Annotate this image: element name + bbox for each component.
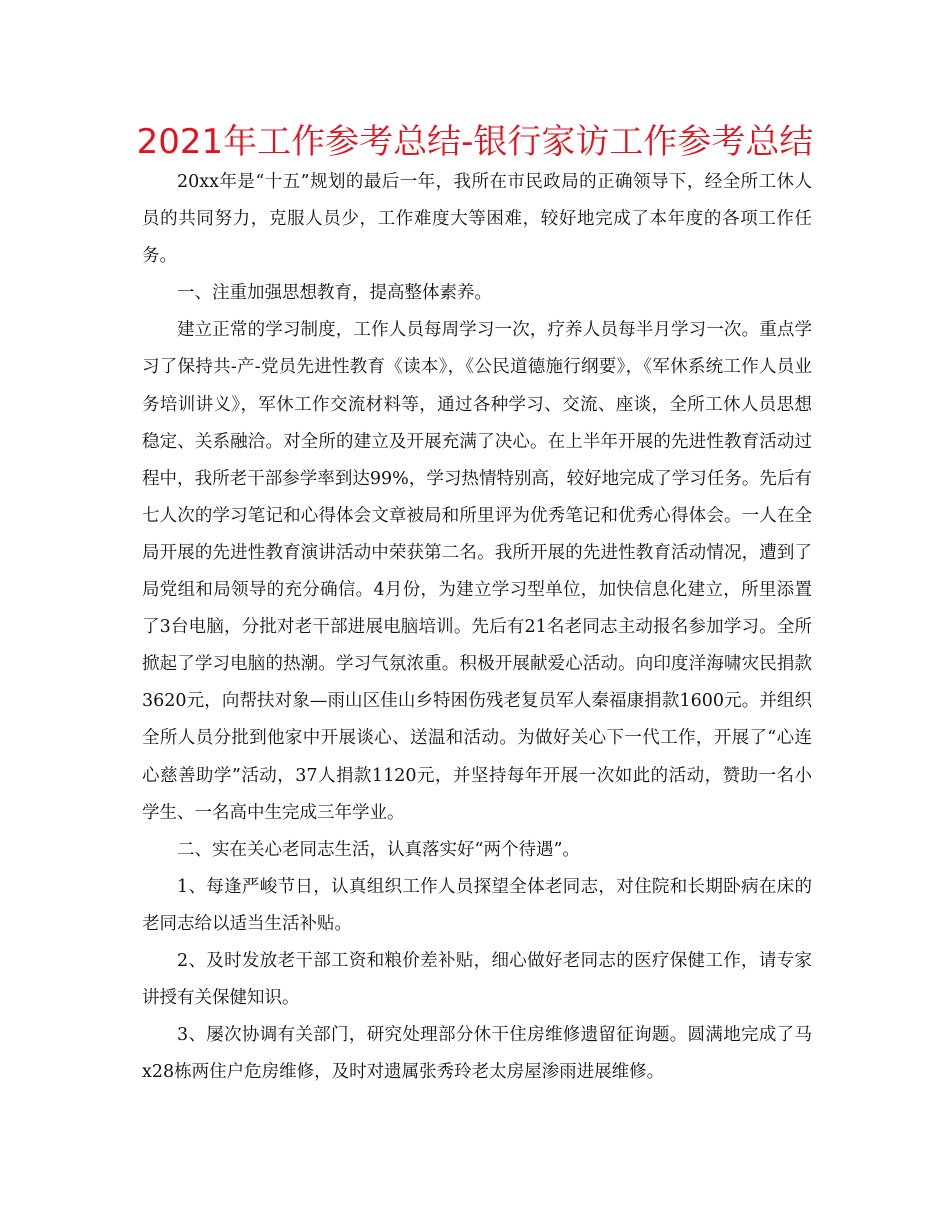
paragraph-intro: 20xx年是“十五”规划的最后一年，我所在市民政局的正确领导下，经全所工休人员的共同努力，克服人员少，工作难度大等困难，较好地完成了本年度的各项工作任务。 <box>142 172 812 267</box>
section-heading-1: 一、注重加强思想教育，提高整体素养。 <box>177 283 492 304</box>
list-item-2: 2、及时发放老干部工资和粮价差补贴，细心做好老同志的医疗保健工作，请专家讲授有关保健知识。 <box>142 950 812 1009</box>
section-heading-2: 二、实在关心老同志生活，认真落实好“两个待遇”。 <box>177 839 580 860</box>
paragraph-section-1: 建立正常的学习制度，工作人员每周学习一次，疗养人员每半月学习一次。重点学习了保持共-产-党员先进性教育《读本》，《公民道德施行纲要》，《军休系统工作人员业务培训讲义》，军休工作交流材料等，通过各种学习、交流、座谈，全所工休人员思想稳定、关系融洽。对全所的建立及开展充满了决心。在上半年开展的先进性教育活动过程中，我所老干部参学率到达99%，学习热情特别高，较好地完成了学习任务。先后有七人次的学习笔记和心得体会文章被局和所里评为优秀笔记和优秀心得体会。一人在全局开展的先进性教育演讲活动中荣获第二名。我所开展的先进性教育活动情况，遭到了局党组和局领导的充分确信。4月份，为建立学习型单位，加快信息化建立，所里添置了3台电脑，分批对老干部进展电脑培训。先后有21名老同志主动报名参加学习。全所掀起了学习电脑的热潮。学习气氛浓重。积极开展献爱心活动。向印度洋海啸灾民捐款3620元，向帮扶对象—雨山区佳山乡特困伤残老复员军人秦福康捐款1600元。并组织全所人员分批到他家中开展谈心、送温和活动。为做好关心下一代工作，开展了“心连心慈善助学”活动，37人捐款1120元，并坚持每年开展一次如此的活动，赞助一名小学生、一名高中生完成三年学业。 <box>142 320 812 823</box>
list-item-1: 1、每逢严峻节日，认真组织工作人员探望全体老同志，对住院和长期卧病在床的老同志给以适当生活补贴。 <box>142 876 812 934</box>
list-item-3: 3、屡次协调有关部门，研究处理部分休干住房维修遗留征询题。圆满地完成了马x28栋两住户危房维修，及时对遗属张秀玲老太房屋渗雨进展维修。 <box>142 1025 812 1083</box>
document-title: 2021年工作参考总结-银行家访工作参考总结 <box>136 122 814 162</box>
document-body <box>142 164 812 1091</box>
